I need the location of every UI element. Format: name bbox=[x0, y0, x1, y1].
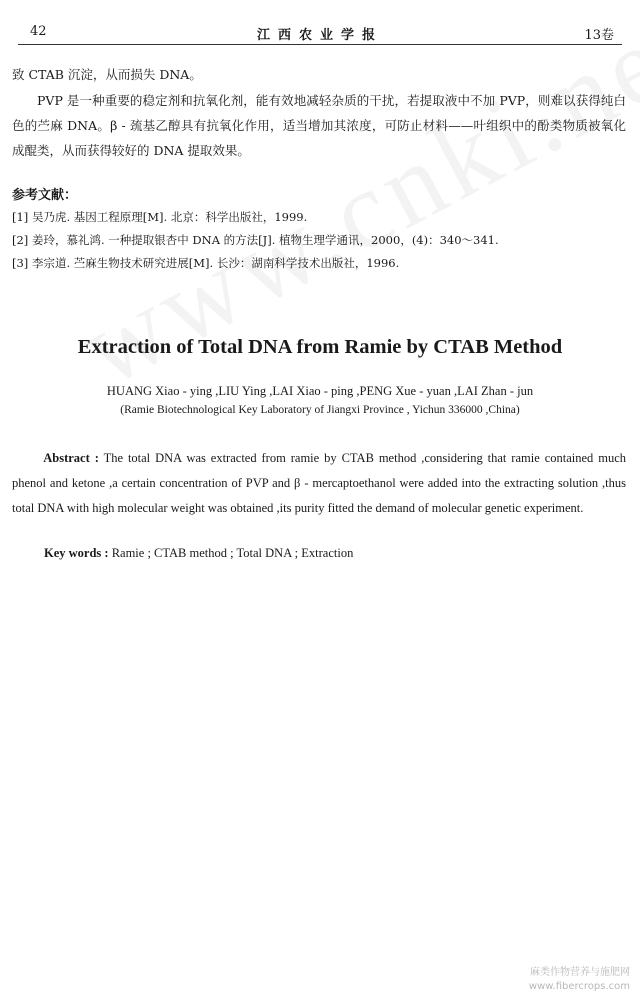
body-paragraph-1: 致 CTAB 沉淀，从而损失 DNA。 bbox=[12, 67, 202, 82]
footer-site-url: www.fibercrops.com bbox=[528, 981, 630, 992]
site-footer bbox=[529, 966, 630, 994]
keywords-label: Key words : bbox=[44, 546, 109, 560]
references-list bbox=[12, 206, 626, 275]
abstract-label: Abstract : bbox=[43, 451, 99, 465]
author-list: HUANG Xiao - ying ,LIU Ying ,LAI Xiao - ping ,PENG Xue - yuan ,LAI Zhan - jun bbox=[106, 384, 534, 398]
affiliation: (Ramie Biotechnological Key Laboratory of Jiangxi Province , Yichun 336000 ,China) bbox=[120, 404, 520, 416]
page-header bbox=[18, 22, 622, 45]
page-number: 42 bbox=[30, 24, 47, 39]
reference-item: [2] 姜玲，慕礼鸿. 一种提取银杏中 DNA 的方法[J]. 植物生理学通讯，2000，(4)：340～341. bbox=[12, 233, 499, 247]
reference-item: [1] 吴乃虎. 基因工程原理[M]. 北京：科学出版社，1999. bbox=[12, 210, 308, 224]
references-heading: 参考文献： bbox=[12, 188, 78, 203]
keywords-text: Ramie ; CTAB method ; Total DNA ; Extraction bbox=[111, 546, 354, 560]
keywords bbox=[44, 546, 626, 561]
footer-site-name: 麻类作物营养与施肥网 bbox=[530, 967, 630, 978]
body-paragraph-2: PVP 是一种重要的稳定剂和抗氧化剂，能有效地减轻杂质的干扰，若提取液中不加 PVP，则难以获得纯白色的苎麻 DNA。β - 巯基乙醇具有抗氧化作用，适当增加其浓度，可防止材料——叶组织中的酚类物质被氧化成醌类，从而获得较好的 DNA 提取效果。 bbox=[12, 93, 626, 158]
journal-name: 江西农业学报 bbox=[256, 28, 383, 43]
english-title: Extraction of Total DNA from Ramie by CTAB Method bbox=[77, 336, 563, 358]
reference-item: [3] 李宗道. 苎麻生物技术研究进展[M]. 长沙：湖南科学技术出版社，1996. bbox=[12, 256, 400, 270]
abstract bbox=[12, 446, 626, 521]
volume-label: 13卷 bbox=[584, 28, 614, 43]
abstract-text: The total DNA was extracted from ramie by CTAB method ,considering that ramie contained much phenol and ketone ,a certain concentration of PVP and β - mercaptoethanol were added into the extracting solution ,thus total DNA with high molecular weight was obtained ,its purity fitted the demand of molecular genetic experiment. bbox=[12, 451, 626, 515]
